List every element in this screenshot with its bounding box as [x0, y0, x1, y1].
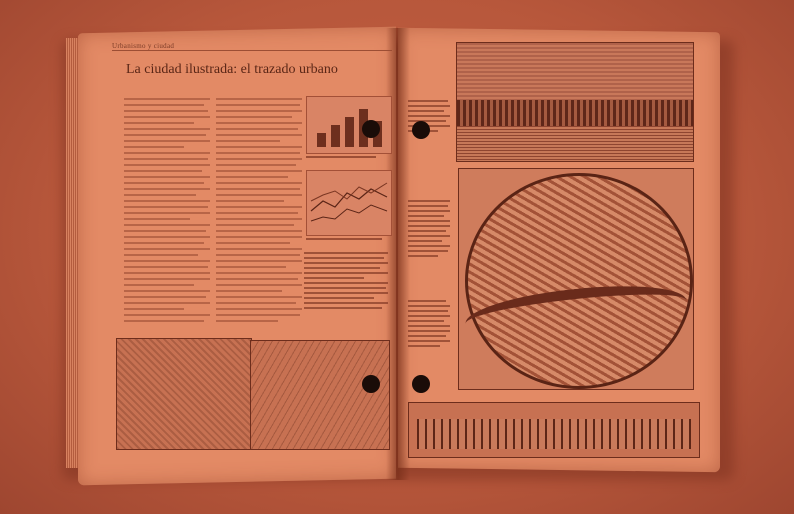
text-column-1: [124, 98, 210, 326]
marker-dot: [412, 121, 430, 139]
marker-dot: [362, 375, 380, 393]
bar-chart-caption: [306, 156, 376, 158]
street-map-illustration: [250, 340, 390, 450]
line-chart-figure: [306, 170, 392, 236]
text-column-2: [216, 98, 302, 326]
figure-notes: [304, 252, 388, 312]
caption-facade: [408, 300, 450, 350]
caption-circular-map: [408, 200, 450, 260]
line-chart-caption: [306, 238, 382, 240]
building-plan-illustration: [116, 338, 252, 450]
facade-elevation-engraving: [408, 402, 700, 458]
running-head: Urbanismo y ciudad: [112, 42, 175, 50]
marker-dot: [412, 375, 430, 393]
harbor-panorama-engraving: [456, 42, 694, 162]
chapter-title: La ciudad ilustrada: el trazado urbano: [126, 62, 338, 77]
header-rule: [112, 50, 392, 51]
circular-city-map: [458, 168, 694, 390]
marker-dot: [362, 120, 380, 138]
